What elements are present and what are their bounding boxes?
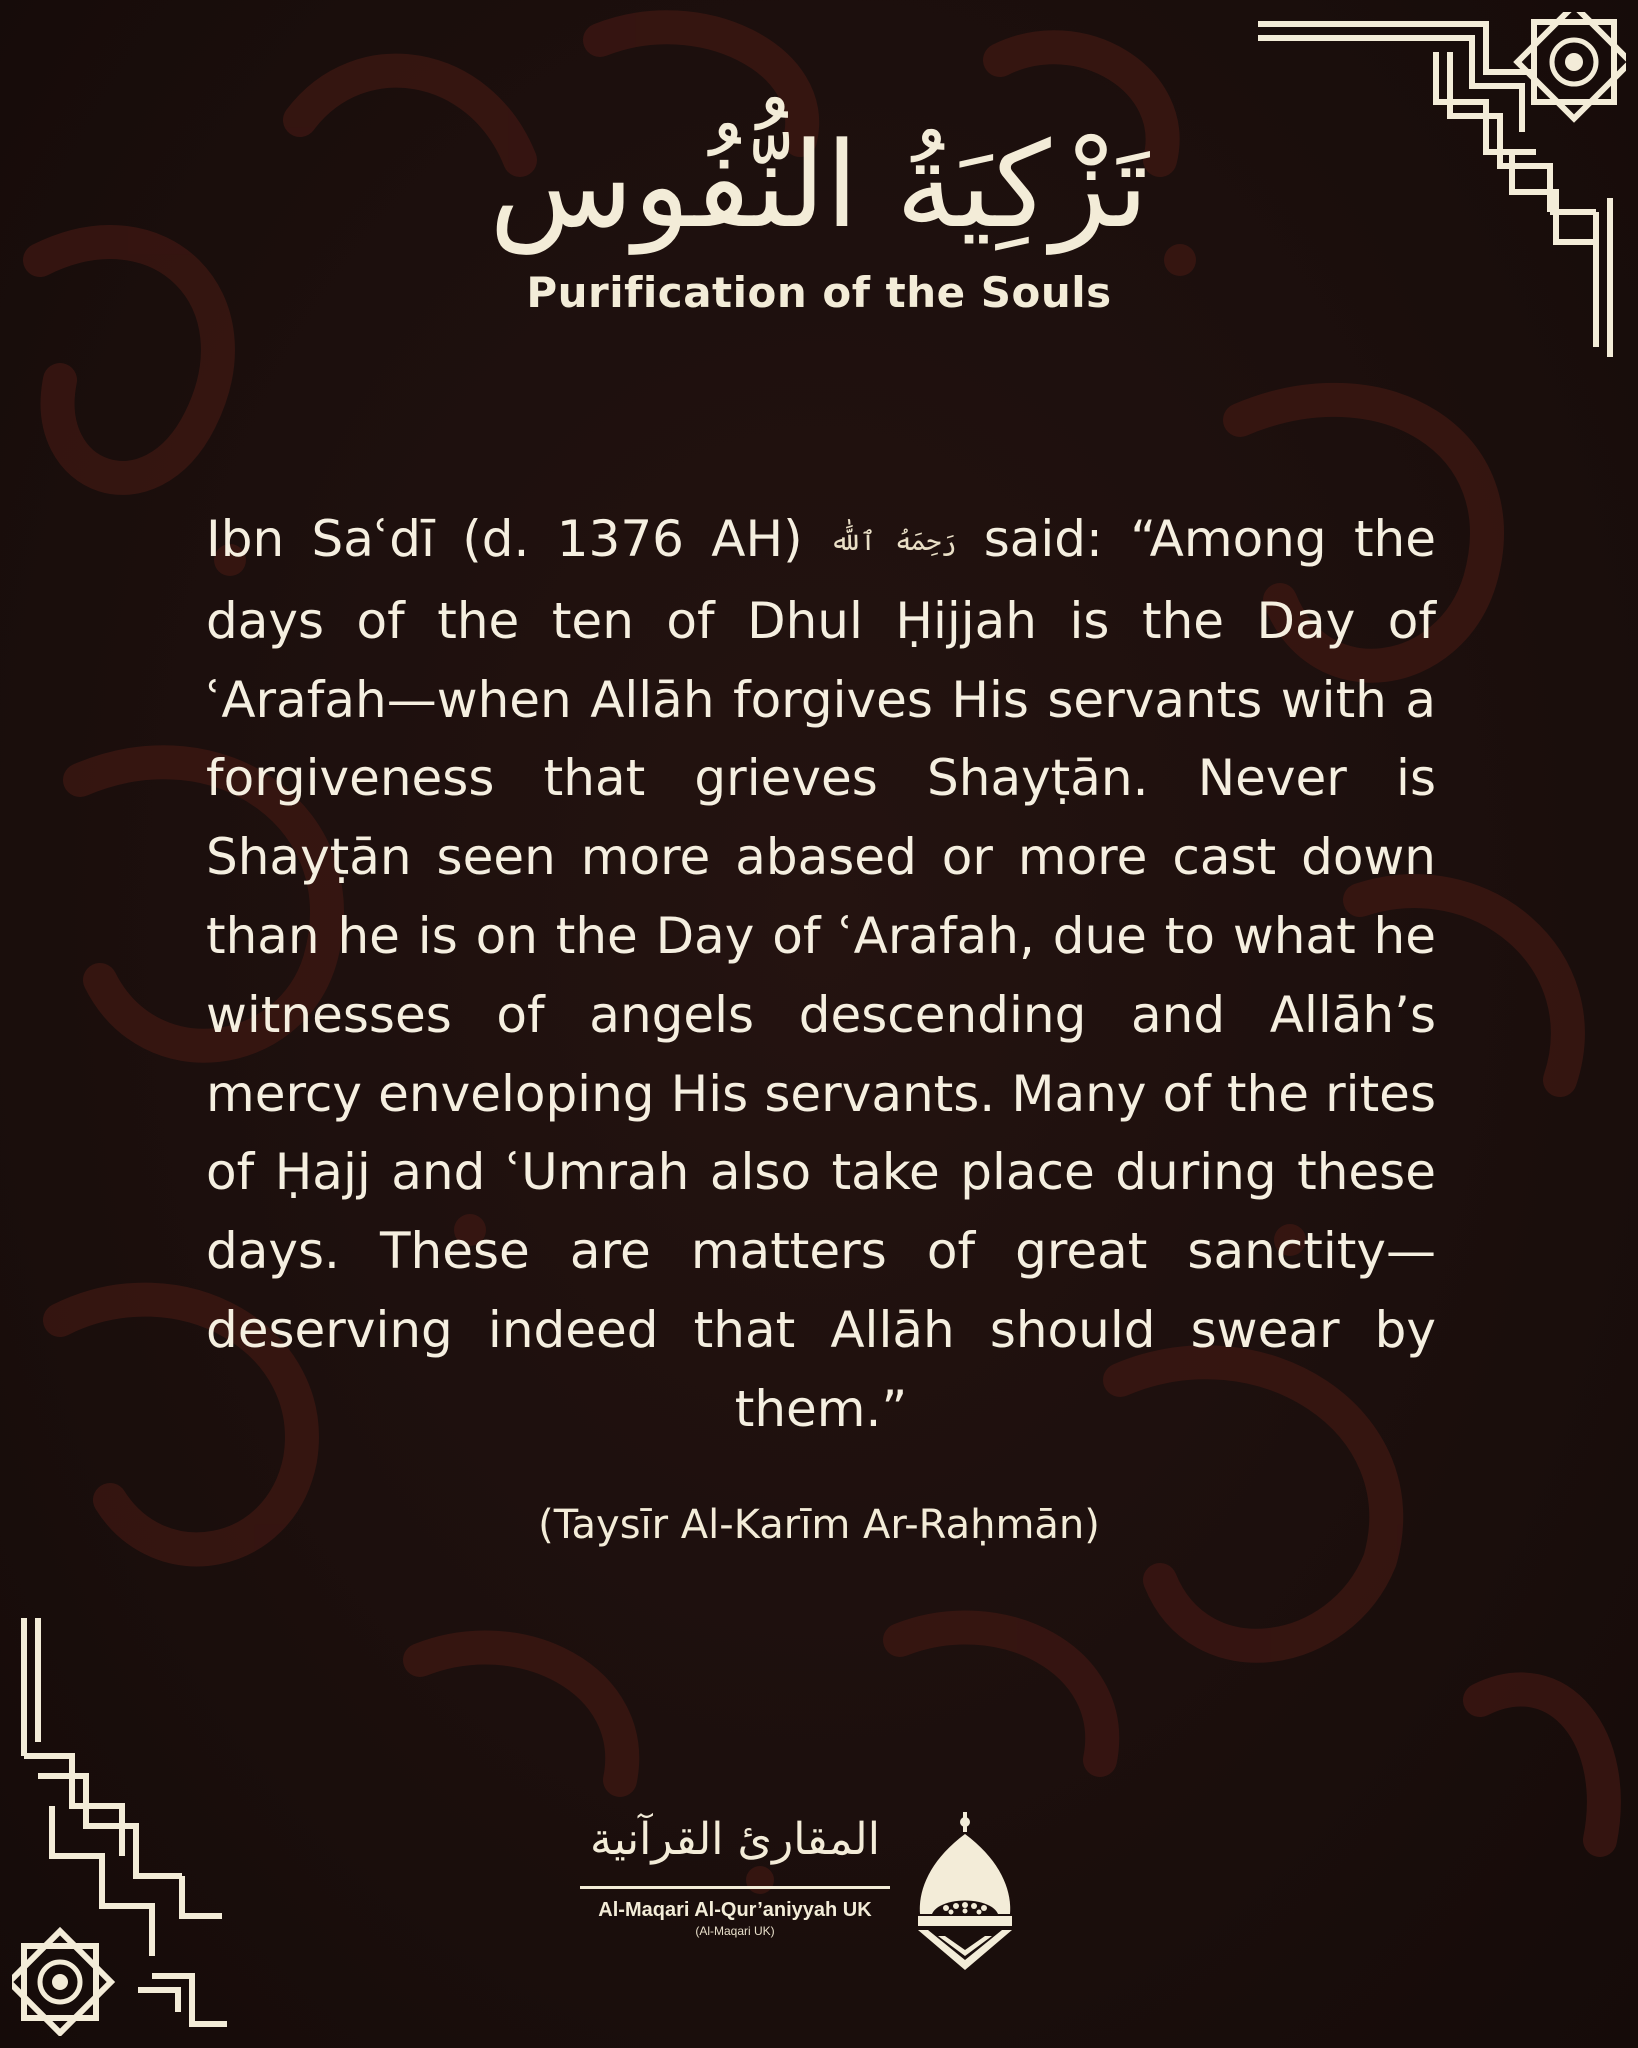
logo-text (580, 1800, 890, 1938)
logo-arabic: المقارئ القرآنية (580, 1800, 890, 1889)
honorific-glyph: رَحِمَهُ ٱللَّٰه (829, 527, 957, 558)
logo-subtitle: (Al-Maqari UK) (695, 1924, 775, 1938)
quote-intro: Ibn Saʿdī (d. 1376 AH) (206, 510, 803, 568)
quote-body: said: “Among the days of the ten of Dhul Ḥijjah is the Day of ʿArafah—when Allāh forgives His servants with a forgiveness that grieves Shayṭān. Never is Shayṭān seen more abased or more cast down than he is on the Day of ʿArafah, due to what he witnesses of angels descending and Allāh’s mercy enveloping His servants. Many of the rites of Ḥajj and ʿUmrah also take place during these days. These are matters of great sanctity—deserving indeed that Allāh should swear by them.” (206, 510, 1437, 1438)
header (0, 110, 1638, 317)
quote-text (206, 500, 1436, 1449)
logo-name: Al-Maqari Al-Qur’aniyyah UK (598, 1899, 872, 1921)
arabic-title: تَزْكِيَةُ النُّفُوس (489, 116, 1149, 254)
dome-logo-icon (910, 1810, 1020, 1980)
corner-ornament-icon (12, 1616, 232, 2036)
english-title: Purification of the Souls (526, 268, 1112, 317)
source-citation: (Taysīr Al-Karīm Ar-Raḥmān) (538, 1502, 1100, 1548)
footer-logo (580, 1800, 1100, 2000)
